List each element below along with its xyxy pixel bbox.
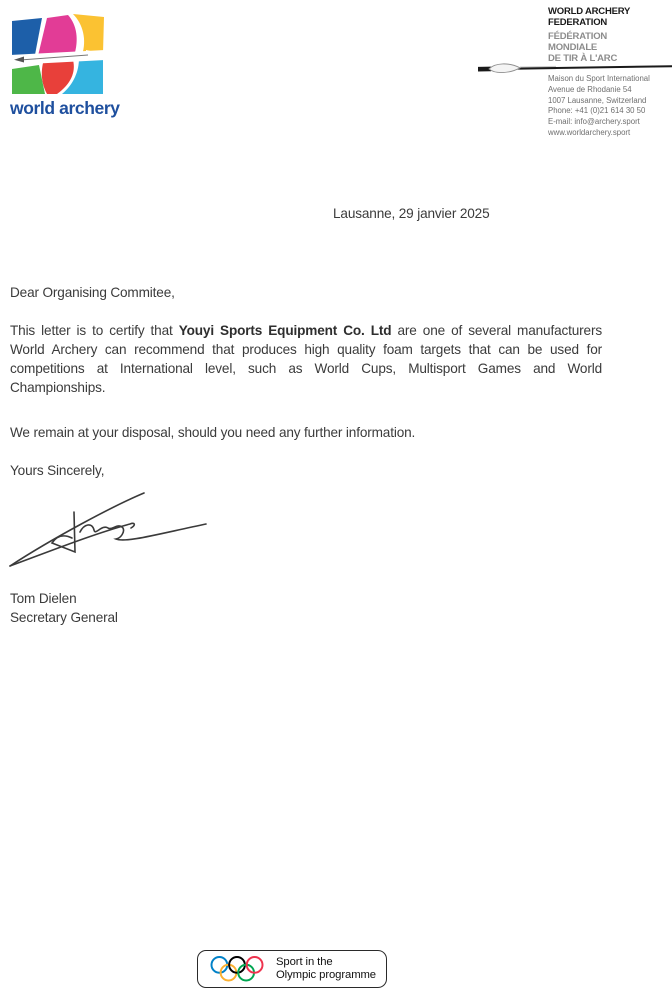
federation-subtitle-line: FÉDÉRATION: [548, 31, 608, 42]
address-line: Avenue de Rhodanie 54: [548, 84, 632, 94]
emblem-green-segment: [12, 65, 45, 94]
federation-title-line: FEDERATION: [548, 17, 608, 28]
certification-paragraph: [10, 321, 602, 397]
letter-date: Lausanne, 29 janvier 2025: [333, 206, 490, 221]
brand-wordmark: world archery: [10, 98, 120, 118]
company-name: Youyi Sports Equipment Co. Ltd: [178, 323, 392, 338]
signoff-block: [10, 589, 118, 627]
badge-text: [276, 956, 376, 983]
letter-body: [10, 283, 602, 480]
signer-title: Secretary General: [10, 610, 118, 625]
badge-text-line: Olympic programme: [276, 969, 376, 981]
address-line-phone: Phone: +41 (0)21 614 30 50: [548, 106, 646, 116]
address-line-email: E-mail: info@archery.sport: [548, 117, 640, 127]
federation-title-line: WORLD ARCHERY: [548, 6, 631, 17]
arrow-fletching: [489, 64, 520, 73]
olympic-programme-badge: [197, 950, 387, 988]
salutation: Dear Organising Commitee,: [10, 285, 175, 300]
address-block: [548, 74, 672, 139]
closing-line: Yours Sincerely,: [10, 463, 105, 478]
badge-text-line: Sport in the: [276, 955, 333, 968]
federation-title-block: [548, 6, 672, 64]
federation-subtitle-line: DE TIR À L'ARC: [548, 53, 618, 64]
address-line: 1007 Lausanne, Switzerland: [548, 95, 647, 105]
address-line-website: www.worldarchery.sport: [548, 127, 631, 137]
signature-stroke: [80, 524, 206, 540]
olympic-rings-icon: [207, 955, 267, 983]
world-archery-emblem-icon: [10, 10, 105, 96]
arrow-divider-icon: [478, 61, 672, 75]
certify-text-after: are one of several manufacturers World Archery can recommend that produces high quality foam targets that can be used for competitions at International level, such as World Cups, Multisport Games and World Championships.: [10, 323, 602, 395]
address-line: Maison du Sport International: [548, 74, 650, 83]
disposal-paragraph: We remain at your disposal, should you need any further information.: [10, 425, 416, 440]
handwritten-signature-icon: [8, 486, 213, 574]
signer-name: Tom Dielen: [10, 591, 77, 606]
federation-subtitle-line: MONDIALE: [548, 42, 598, 53]
emblem-yellow-segment: [73, 14, 104, 55]
world-archery-logo: [10, 10, 130, 119]
certify-text-before: This letter is to certify that: [10, 323, 179, 338]
